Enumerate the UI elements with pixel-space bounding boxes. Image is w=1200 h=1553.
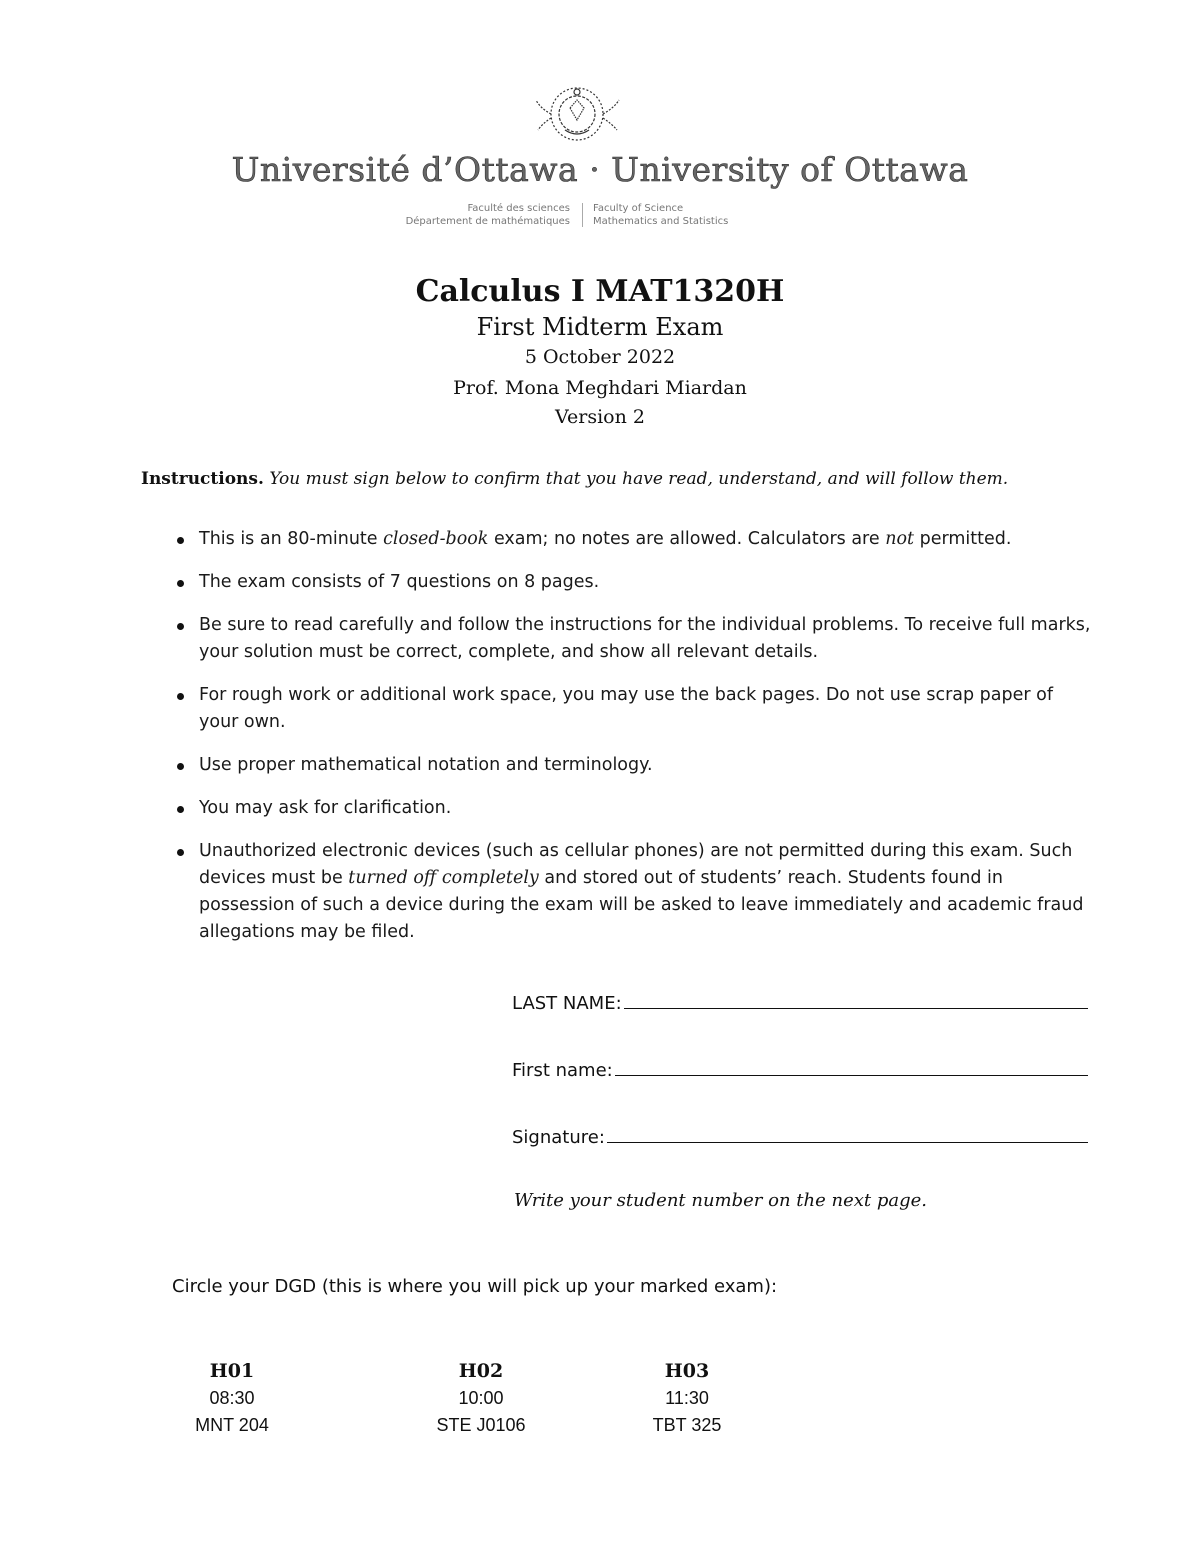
list-item bbox=[173, 752, 1093, 779]
last-name-label: LAST NAME: bbox=[512, 993, 622, 1014]
faculty-name-en bbox=[593, 202, 803, 228]
list-item-text: For rough work or additional work space, you may use the back pages. Do not use scrap paper of your own. bbox=[199, 685, 1053, 732]
instructions-note: You must sign below to confirm that you have read, understand, and will follow them. bbox=[269, 469, 1009, 489]
dgd-time: 11:30 bbox=[665, 1388, 709, 1408]
dgd-prompt: Circle your DGD (this is where you will pick up your marked exam): bbox=[172, 1276, 778, 1297]
dgd-time: 10:00 bbox=[458, 1388, 504, 1408]
dgd-room: MNT 204 bbox=[195, 1415, 269, 1435]
faculty-fr-line2: Département de mathématiques bbox=[405, 216, 570, 227]
list-item-text: Use proper mathematical notation and terminology. bbox=[199, 755, 653, 775]
list-item bbox=[173, 682, 1093, 736]
last-name-line[interactable] bbox=[624, 1007, 1088, 1009]
list-item-text: This is an 80-minute bbox=[199, 529, 384, 549]
faculty-en-line1: Faculty of Science bbox=[593, 203, 684, 214]
list-item-text: permitted. bbox=[914, 529, 1012, 549]
dgd-room: STE J0106 bbox=[436, 1415, 526, 1435]
logo-divider bbox=[582, 203, 583, 227]
first-name-line[interactable] bbox=[615, 1074, 1088, 1076]
list-item-text: You may ask for clarification. bbox=[199, 798, 452, 818]
dgd-code: H02 bbox=[458, 1360, 504, 1382]
dgd-code: H03 bbox=[664, 1360, 710, 1382]
list-item bbox=[173, 838, 1093, 946]
instructions-list bbox=[173, 526, 1093, 962]
list-item bbox=[173, 795, 1093, 822]
list-item-emphasis: closed-book bbox=[383, 529, 489, 549]
list-item-text: The exam consists of 7 questions on 8 pages. bbox=[199, 572, 600, 592]
dgd-option-h03[interactable] bbox=[587, 1360, 787, 1436]
dgd-code: H01 bbox=[209, 1360, 255, 1382]
list-item bbox=[173, 612, 1093, 666]
bullet-icon bbox=[177, 693, 184, 700]
bullet-icon bbox=[177, 806, 184, 813]
signature-label: Signature: bbox=[512, 1127, 605, 1148]
list-item-text: Unauthorized electronic devices (such as cellular phones) are not permitted during this exam. Such devices must be bbox=[199, 841, 1073, 888]
list-item bbox=[173, 526, 1093, 553]
dgd-option-h01[interactable] bbox=[132, 1360, 332, 1436]
list-item-text: exam; no notes are allowed. Calculators are bbox=[488, 529, 886, 549]
list-item-emphasis: not bbox=[885, 529, 915, 549]
university-wordmark: Université d’Ottawa · University of Ottawa bbox=[231, 150, 969, 189]
list-item-text: Be sure to read carefully and follow the instructions for the individual problems. To receive full marks, your solution must be correct, complete, and show all relevant details. bbox=[199, 615, 1091, 662]
dgd-time: 08:30 bbox=[209, 1388, 255, 1408]
bullet-icon bbox=[177, 763, 184, 770]
professor-name: Prof. Mona Meghdari Miardan bbox=[453, 377, 747, 399]
dgd-option-h02[interactable] bbox=[381, 1360, 581, 1436]
signature-line[interactable] bbox=[607, 1141, 1088, 1143]
student-number-note: Write your student number on the next page. bbox=[514, 1190, 927, 1211]
last-name-field[interactable] bbox=[512, 984, 1088, 1014]
list-item-emphasis: turned off completely bbox=[348, 868, 539, 888]
university-seal-icon bbox=[530, 80, 625, 150]
faculty-name-fr bbox=[360, 202, 570, 228]
exam-date: 5 October 2022 bbox=[524, 346, 676, 368]
instructions-label: Instructions. bbox=[141, 469, 264, 489]
signature-field[interactable] bbox=[512, 1118, 1088, 1148]
faculty-en-line2: Mathematics and Statistics bbox=[593, 216, 729, 227]
bullet-icon bbox=[177, 623, 184, 630]
exam-subtitle: First Midterm Exam bbox=[476, 313, 724, 341]
bullet-icon bbox=[177, 849, 184, 856]
exam-title: Calculus I MAT1320H bbox=[415, 274, 785, 309]
faculty-fr-line1: Faculté des sciences bbox=[467, 203, 570, 214]
first-name-field[interactable] bbox=[512, 1051, 1088, 1081]
list-item bbox=[173, 569, 1093, 596]
exam-version: Version 2 bbox=[555, 406, 645, 428]
bullet-icon bbox=[177, 537, 184, 544]
list-item-text: and stored out of students’ reach. Students found in possession of such a device during the exam will be asked to leave immediately and academic fraud allegations may be filed. bbox=[199, 868, 1084, 942]
first-name-label: First name: bbox=[512, 1060, 613, 1081]
bullet-icon bbox=[177, 580, 184, 587]
dgd-room: TBT 325 bbox=[652, 1415, 722, 1435]
instructions-heading bbox=[141, 469, 1101, 489]
